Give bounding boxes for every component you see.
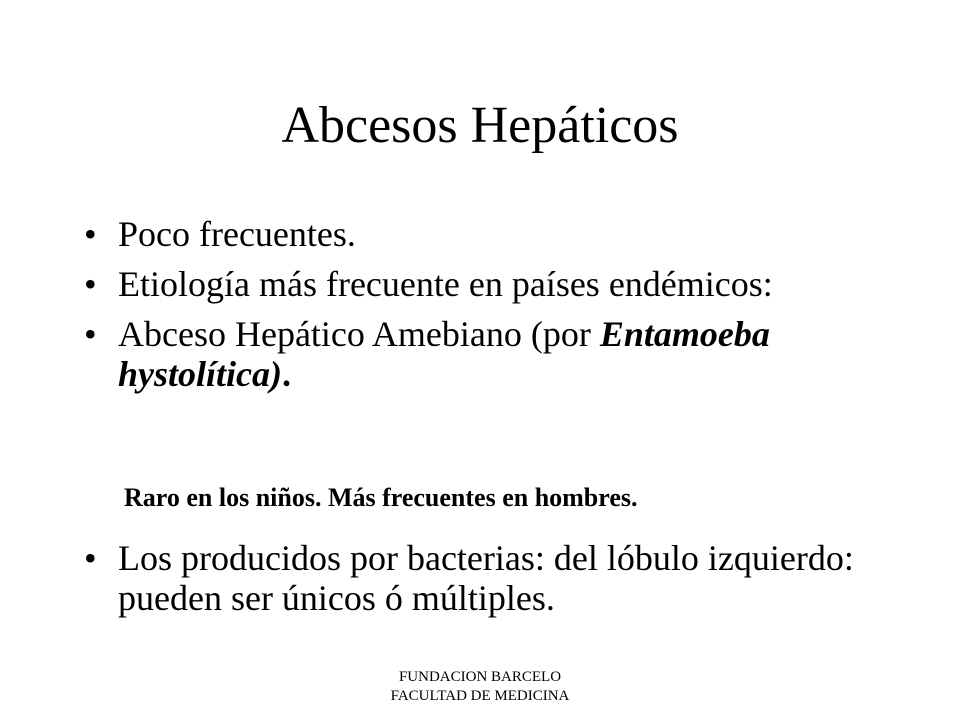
- bullet-icon: •: [84, 538, 97, 578]
- species-name: Entamoeba hystolítica): [118, 314, 770, 394]
- bullet-text-end: .: [282, 354, 291, 394]
- bullet-list-2: [80, 538, 900, 628]
- slide-title: Abcesos Hepáticos: [281, 97, 679, 154]
- bullet-text: Poco frecuentes.: [118, 214, 356, 254]
- bullet-item-3: [80, 314, 900, 394]
- bullet-icon: •: [84, 264, 97, 304]
- bullet-text: Etiología más frecuente en países endémicos:: [118, 264, 773, 304]
- bullet-text: Abceso Hepático Amebiano (por: [118, 314, 600, 354]
- bullet-icon: •: [84, 314, 97, 354]
- bullet-text: Los producidos por bacterias: del lóbulo izquierdo: pueden ser únicos ó múltiples.: [118, 538, 854, 618]
- bullet-item-4: [80, 538, 900, 618]
- footer: [0, 668, 960, 706]
- bullet-item-1: [80, 214, 900, 254]
- sub-note: Raro en los niños. Más frecuentes en hombres.: [124, 483, 638, 512]
- bullet-icon: •: [84, 214, 97, 254]
- bullet-item-2: [80, 264, 900, 304]
- footer-line-2: FACULTAD DE MEDICINA: [390, 688, 570, 704]
- footer-line-1: FUNDACION BARCELO: [398, 669, 562, 685]
- bullet-list: [80, 214, 900, 404]
